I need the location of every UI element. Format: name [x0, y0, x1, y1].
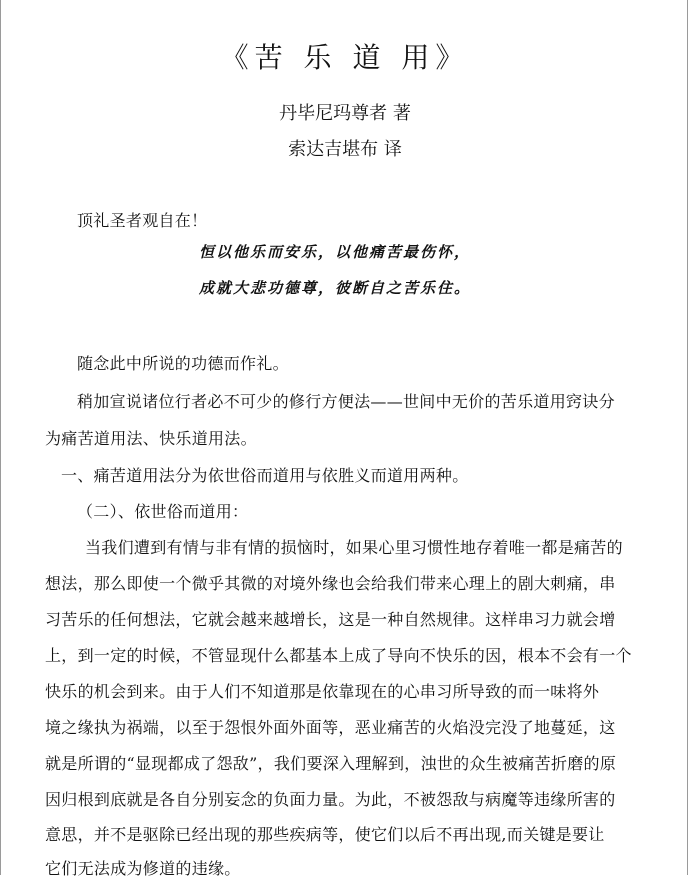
main-paragraph-line-4: 上，到一定的时候，不管显现什么都基本上成了导向不快乐的因，根本不会有一个: [45, 646, 632, 665]
homage-line: 顶礼圣者观自在！: [77, 211, 208, 230]
main-paragraph-line-8: 因归根到底就是各自分别妄念的负面力量。为此，不被怨敌与病魔等违缘所害的: [45, 790, 616, 809]
translator-line: 索达吉堪布 译: [288, 139, 402, 160]
verse-line-1: 恒以他乐而安乐，以他痛苦最伤怀，: [199, 243, 472, 261]
section-heading-1: 一、痛苦道用法分为依世俗而道用与依胜义而道用两种。: [61, 466, 469, 485]
main-paragraph-line-6: 境之缘执为祸端，以至于怨恨外面外面等，恶业痛苦的火焰没完没了地蔓延，这: [45, 718, 616, 737]
subsection-heading: （二）、依世俗而道用：: [77, 502, 249, 521]
verse-line-2: 成就大悲功德尊，彼断自之苦乐住。: [199, 279, 472, 297]
main-paragraph-line-3: 习苦乐的任何想法，它就会越来越增长，这是一种自然规律。这样串习力就会增: [45, 610, 616, 629]
main-paragraph-line-10: 它们无法成为修道的违缘。: [45, 859, 241, 878]
main-paragraph-line-1: 当我们遭到有情与非有情的损恼时，如果心里习惯性地存着唯一都是痛苦的: [85, 538, 623, 557]
document-title: 《苦 乐 道 用》: [220, 41, 470, 74]
intro-paragraph-line-2: 为痛苦道用法、快乐道用法。: [45, 429, 257, 448]
main-paragraph-line-5: 快乐的机会到来。由于人们不知道那是依靠现在的心串习所导致的而一味将外: [45, 682, 600, 701]
paragraph-homage-note: 随念此中所说的功德而作礼。: [77, 354, 289, 373]
intro-paragraph-line-1: 稍加宣说诸位行者必不可少的修行方便法——世间中无价的苦乐道用窍诀分: [77, 392, 615, 411]
main-paragraph-line-9: 意思，并不是驱除已经出现的那些疾病等，使它们以后不再出现,而关键是要让: [45, 825, 605, 844]
main-paragraph-line-7: 就是所谓的“显现都成了怨敌”，我们要深入理解到，浊世的众生被痛苦折磨的原: [45, 754, 617, 773]
main-paragraph-line-2: 想法，那么即使一个微乎其微的对境外缘也会给我们带来心理上的剧大刺痛，串: [45, 574, 616, 593]
author-line: 丹毕尼玛尊者 著: [279, 103, 411, 124]
